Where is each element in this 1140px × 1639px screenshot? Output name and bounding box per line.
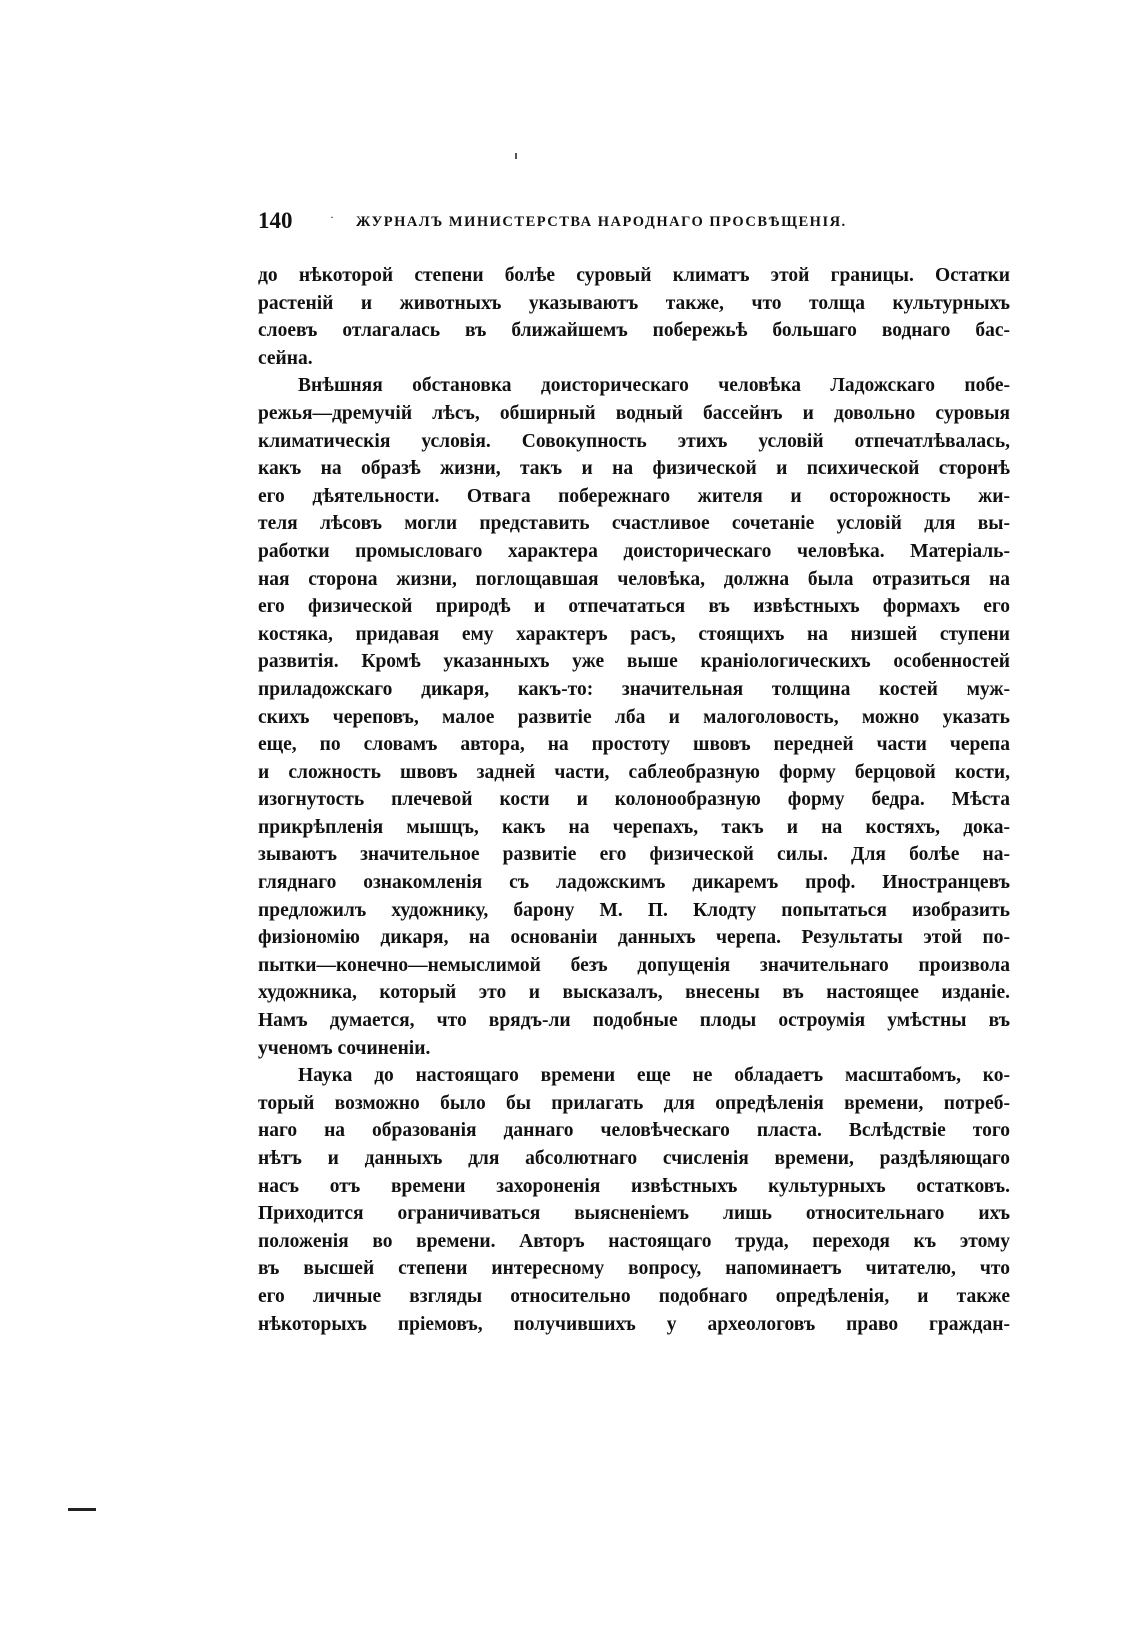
text-line: Намъ думается, что врядъ-ли подобные плоды остроумія умѣстны въ: [258, 1010, 1010, 1032]
text-line: костяка, придавая ему характеръ расъ, стоящихъ на низшей ступени: [258, 623, 1010, 645]
text-line: растеній и животныхъ указываютъ также, что толща культурныхъ: [258, 292, 1010, 314]
text-line: режья—дремучій лѣсъ, обширный водный бассейнъ и довольно суровыя: [258, 402, 1010, 424]
paragraph: [258, 262, 1010, 372]
margin-mark: [68, 1508, 96, 1511]
text-line: пытки—конечно—немыслимой безъ допущенія значительнаго произвола: [258, 954, 1010, 976]
text-line: климатическія условія. Совокупность этихъ условій отпечатлѣвалась,: [258, 430, 1010, 452]
text-line: развитія. Кромѣ указанныхъ уже выше краніологическихъ особенностей: [258, 651, 1010, 673]
paragraph: [258, 372, 1010, 1062]
text-line: нѣтъ и данныхъ для абсолютнаго счисленія времени, раздѣляющаго: [258, 1148, 1010, 1169]
text-line: Наука до настоящаго времени еще не обладаетъ масштабомъ, ко-: [298, 1065, 1010, 1087]
header-mark: ·: [330, 210, 334, 224]
text-line: положенія во времени. Авторъ настоящаго труда, переходя къ этому: [258, 1230, 1010, 1252]
running-head: [258, 208, 1010, 238]
text-line: до нѣкоторой степени болѣе суровый климатъ этой границы. Остатки: [258, 265, 1010, 286]
text-line: предложилъ художнику, барону М. П. Клодту попытаться изобразить: [258, 899, 1010, 921]
text-line: слоевъ отлагалась въ ближайшемъ побережьѣ большаго воднаго бас-: [258, 320, 1010, 342]
text-line: художника, который это и высказалъ, внесены въ настоящее изданіе.: [258, 982, 1010, 1004]
text-line: скихъ череповъ, малое развитіе лба и малоголовость, можно указать: [258, 706, 1010, 728]
text-line: Внѣшняя обстановка доисторическаго человѣка Ладожскаго побе-: [298, 375, 1010, 397]
text-line: торый возможно было бы прилагать для опредѣленія времени, потреб-: [258, 1092, 1010, 1114]
journal-title: ЖУРНАЛЪ МИНИСТЕРСТВА НАРОДНАГО ПРОСВѢЩЕНІЯ.: [356, 214, 847, 230]
text-line: работки промысловаго характера доисторическаго человѣка. Матеріаль-: [258, 540, 1010, 562]
text-line: ученомъ сочиненіи.: [258, 1037, 431, 1059]
text-line: ная сторона жизни, поглощавшая человѣка, должна была отразиться на: [258, 568, 1010, 590]
paragraph: [258, 1062, 1010, 1338]
text-line: его физической природѣ и отпечататься въ извѣстныхъ формахъ его: [258, 596, 1010, 618]
scan-speck: [515, 153, 517, 159]
text-line: Приходится ограничиваться выясненіемъ лишь относительнаго ихъ: [258, 1203, 1010, 1225]
text-line: наго на образованія даннаго человѣческаго пласта. Вслѣдствіе того: [258, 1120, 1010, 1142]
text-line: нѣкоторыхъ пріемовъ, получившихъ у археологовъ право граждан-: [258, 1313, 1010, 1335]
text-line: прикрѣпленія мышцъ, какъ на черепахъ, такъ и на костяхъ, дока-: [258, 816, 1010, 838]
text-line: физіономію дикаря, на основаніи данныхъ черепа. Результаты этой по-: [258, 927, 1010, 949]
text-line: его дѣятельности. Отвага побережнаго жителя и осторожность жи-: [258, 485, 1010, 507]
text-line: еще, по словамъ автора, на простоту швовъ передней части черепа: [258, 734, 1010, 756]
text-line: въ высшей степени интересному вопросу, напоминаетъ читателю, что: [258, 1258, 1010, 1280]
page-number: 140: [258, 208, 293, 233]
text-line: насъ отъ времени захороненія извѣстныхъ культурныхъ остатковъ.: [258, 1175, 1010, 1197]
text-line: изогнутость плечевой кости и колонообразную форму бедра. Мѣста: [258, 789, 1010, 811]
text-line: сейна.: [258, 347, 313, 369]
body-text: [258, 262, 1010, 1338]
text-line: гляднаго ознакомленія съ ладожскимъ дикаремъ проф. Иностранцевъ: [258, 872, 1010, 894]
text-line: приладожскаго дикаря, какъ-то: значительная толщина костей муж-: [258, 678, 1010, 700]
text-line: зываютъ значительное развитіе его физической силы. Для болѣе на-: [258, 844, 1010, 866]
text-line: какъ на образѣ жизни, такъ и на физической и психической сторонѣ: [258, 458, 1010, 480]
text-line: его личные взгляды относительно подобнаго опредѣленія, и также: [258, 1285, 1010, 1307]
text-line: теля лѣсовъ могли представить счастливое сочетаніе условій для вы-: [258, 513, 1010, 535]
text-line: и сложность швовъ задней части, саблеобразную форму берцовой кости,: [258, 761, 1010, 783]
